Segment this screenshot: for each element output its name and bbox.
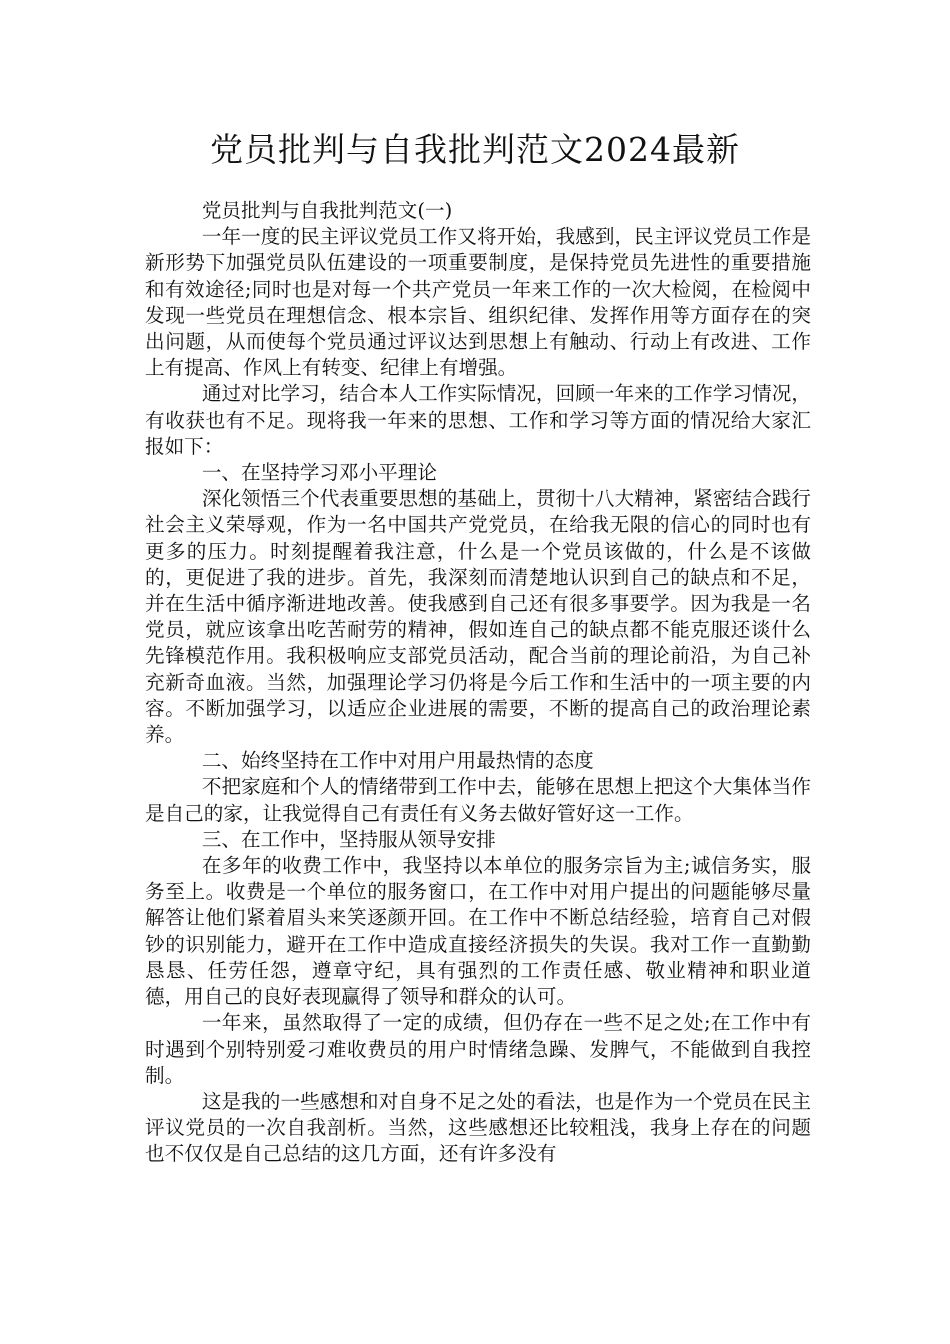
- paragraph: 在多年的收费工作中，我坚持以本单位的服务宗旨为主;诚信务实，服务至上。收费是一个单位的服务窗口，在工作中对用户提出的问题能够尽量解答让他们紧着眉头来笑逐颜开回。在工作中不断总结经验，培育自己对假钞的识别能力，避开在工作中造成直接经济损失的失误。我对工作一直勤勤恳恳、任劳任怨，遵章守纪，具有强烈的工作责任感、敬业精神和职业道德，用自己的良好表现赢得了领导和群众的认可。: [145, 854, 811, 1009]
- paragraph: 不把家庭和个人的情绪带到工作中去，能够在思想上把这个大集体当作是自己的家，让我觉得自己有责任有义务去做好管好这一工作。: [145, 775, 811, 825]
- document-title: 党员批判与自我批判范文2024最新: [210, 130, 740, 169]
- paragraph: 一年一度的民主评议党员工作又将开始，我感到，民主评议党员工作是新形势下加强党员队伍建设的一项重要制度，是保持党员先进性的重要措施和有效途径;同时也是对每一个共产党员一年来工作的一次大检阅，在检阅中发现一些党员在理想信念、根本宗旨、组织纪律、发挥作用等方面存在的突出问题，从而使每个党员通过评议达到思想上有触动、行动上有改进、工作上有提高、作风上有转变、纪律上有增强。: [145, 225, 811, 380]
- section-heading: 三、在工作中，坚持服从领导安排: [201, 827, 496, 851]
- section-heading: 一、在坚持学习邓小平理论: [201, 461, 437, 485]
- paragraph-subtitle: 党员批判与自我批判范文(一): [201, 199, 453, 222]
- document-body: [145, 198, 811, 1168]
- section-heading: 二、始终坚持在工作中对用户用最热情的态度: [201, 749, 594, 773]
- paragraph: 一年来，虽然取得了一定的成绩，但仍存在一些不足之处;在工作中有时遇到个别特别爱刁难收费员的用户时情绪急躁、发脾气，不能做到自我控制。: [145, 1011, 811, 1087]
- paragraph: 深化领悟三个代表重要思想的基础上，贯彻十八大精神，紧密结合践行社会主义荣辱观，作为一名中国共产党党员，在给我无限的信心的同时也有更多的压力。时刻提醒着我注意，什么是一个党员该做的，什么是不该做的，更促进了我的进步。首先，我深刻而清楚地认识到自己的缺点和不足，并在生活中循序渐进地改善。使我感到自己还有很多事要学。因为我是一名党员，就应该拿出吃苦耐劳的精神，假如连自己的缺点都不能克服还谈什么先锋模范作用。我积极响应支部党员活动，配合当前的理论前沿，为自己补充新奇血液。当然，加强理论学习仍将是今后工作和生活中的一项主要的内容。不断加强学习，以适应企业进展的需要，不断的提高自己的政治理论素养。: [145, 487, 811, 747]
- paragraph: 通过对比学习，结合本人工作实际情况，回顾一年来的工作学习情况，有收获也有不足。现将我一年来的思想、工作和学习等方面的情况给大家汇报如下：: [145, 382, 811, 458]
- paragraph: 这是我的一些感想和对自身不足之处的看法，也是作为一个党员在民主评议党员的一次自我剖析。当然，这些感想还比较粗浅，我身上存在的问题也不仅仅是自己总结的这几方面，还有许多没有: [145, 1089, 811, 1166]
